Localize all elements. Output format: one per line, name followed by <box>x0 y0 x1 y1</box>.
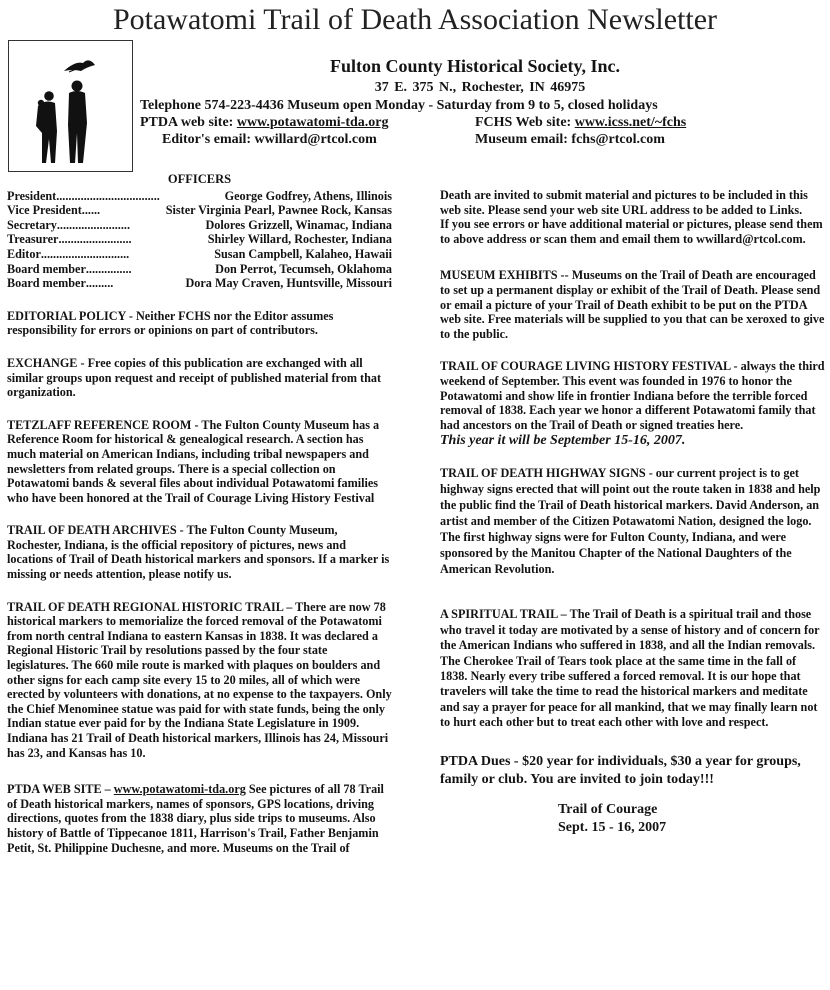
museum-email: Museum email: fchs@rtcol.com <box>475 132 665 147</box>
tetzlaff-room: TETZLAFF REFERENCE ROOM - The Fulton County Museum has a Reference Room for historical & genealogical research. A section has much material on American Indians, including tribal newspapers and newsletters from related groups. There is a special collection on Potawatomi bands & several files about individual Potawatomi families who have been honored at the Trail of Courage Living History Festival <box>7 417 380 505</box>
right-column <box>440 188 825 837</box>
courage-festival: TRAIL OF COURAGE LIVING HISTORY FESTIVAL - always the third weekend of September. This event was founded in 1976 to honor the Potawatomi and show life in frontier Indiana before the terrible forced removal of 1838. Each year we honor a different Potawatomi family that had ancestors on the Trail of Death or signed treaties here. <box>440 359 825 432</box>
spiritual-trail: A SPIRITUAL TRAIL – The Trail of Death is a spiritual trail and those who travel it today are motivated by a sense of history and of concern for the American Indians who suffered in 1838, and all the Indian removals. The Cherokee Trail of Tears took place at the same time in the fall of 1838. Nearly every tribe suffered a forced removal. It is our hope that travelers will take the time to read the historical markers and meditate and say a prayer for peace for all mankind, that we may finally learn not to hurt each other but to treat each other with love and respect. <box>440 607 820 730</box>
trail-archives: TRAIL OF DEATH ARCHIVES - The Fulton County Museum, Rochester, Indiana, is the official repository of pictures, news and locations of Trail of Death historical markers and sponsors. If a marker is missing or needs attention, please notify us. <box>7 523 390 582</box>
org-address: 37 E. 375 N., Rochester, IN 46975 <box>374 80 586 95</box>
fchs-label: FCHS Web site: <box>475 115 575 130</box>
museum-exhibits: MUSEUM EXHIBITS -- Museums on the Trail of Death are encouraged to set up a permanent display or exhibit of the Trail of Death. Please send or email a picture of your Trail of Death exhibit to be put on the PTDA web site. Free materials will be supplied to you that can be xeroxed to give to the public. <box>440 268 825 341</box>
ptda-web-site-link[interactable]: www.potawatomi-tda.org <box>113 782 246 797</box>
officers-heading: OFFICERS <box>167 172 232 186</box>
officer-row: President .................................. George Godfrey, Athens, Illinois <box>7 188 392 203</box>
signoff <box>440 801 825 837</box>
officer-row: Treasurer ........................ Shirley Willard, Rochester, Indiana <box>7 232 392 247</box>
ptda-dues: PTDA Dues - $20 year for individuals, $30 a year for groups, family or club. You are invited to join today!!! <box>440 753 801 787</box>
officer-row: Editor ............................. Susan Campbell, Kalaheo, Hawaii <box>7 246 392 261</box>
editorial-policy: EDITORIAL POLICY - Neither FCHS nor the Editor assumes responsibility for errors or opinions on part of contributors. <box>7 308 334 338</box>
newsletter-masthead: Potawatomi Trail of Death Association Newsletter <box>112 3 718 36</box>
signoff-date: Sept. 15 - 16, 2007 <box>558 819 667 835</box>
web-site-continued: Death are invited to submit material and pictures to be included in this web site. Please send your web site URL address to be added to Links. <box>440 188 808 217</box>
ptda-logo <box>8 40 133 172</box>
officer-row: Board member ............... Don Perrot, Tecumseh, Oklahoma <box>7 261 392 276</box>
org-name: Fulton County Historical Society, Inc. <box>329 56 620 76</box>
org-telephone: Telephone 574-223-4436 Museum open Monday - Saturday from 9 to 5, closed holidays <box>140 98 658 113</box>
regional-trail: TRAIL OF DEATH REGIONAL HISTORIC TRAIL – There are now 78 historical markers to memorialize the forced removal of the Potawatomi from north central Indiana to eastern Kansas in 1838. It was declared a Regional Historic Trail by resolutions passed by the four state legislatures. The 660 mile route is marked with plaques on boulders and other signs for each camp site every 15 to 20 miles, all of which were erected by volunteers with donations, at no expense to the taxpayers. Only the Chief Menominee statue was paid for with state funds, being the only Indian statue ever paid for by the Indiana State Legislature in 1909. Indiana has 21 Trail of Death historical markers, Illinois has 24, Missouri has 23, and Kansas has 10. <box>7 599 392 760</box>
web-site-errors: If you see errors or have additional material or pictures, please send them to above address or scan them and email them to wwillard@rtcol.com. <box>440 217 823 246</box>
officers-list <box>7 189 392 291</box>
officer-row: Board member ......... Dora May Craven, Huntsville, Missouri <box>7 276 392 291</box>
family-silhouette-icon <box>9 41 132 171</box>
highway-signs: TRAIL OF DEATH HIGHWAY SIGNS - our current project is to get highway signs erected that will point out the route taken in 1838 and help the public find the Trail of Death historical markers. David Anderson, an artist and member of the Citizen Potawatomi Nation, designed the logo. The first highway signs were for Fulton County, Indiana, and were sponsored by the Manitou Chapter of the National Daughters of the American Revolution. <box>440 466 821 577</box>
org-header <box>140 56 830 148</box>
exchange-notice: EXCHANGE - Free copies of this publication are exchanged with all similar groups upon request and receipt of published material from that organization. <box>7 355 382 400</box>
web-sites-row <box>140 115 830 131</box>
fchs-link[interactable]: www.icss.net/~fchs <box>574 115 687 130</box>
ptda-web-site: PTDA WEB SITE – www.potawatomi-tda.org See pictures of all 78 Trail of Death historical markers, names of sponsors, GPS locations, driving directions, quotes from the 1838 diary, plus side trips to museums. Also history of Battle of Tippecanoe 1811, Harrison's Trail, Father Benjamin Petit, St. Philippine Duchesne, and more. Museums on the Trail of <box>7 782 384 855</box>
left-column <box>7 172 392 855</box>
emails-row <box>140 132 830 148</box>
ptda-link[interactable]: www.potawatomi-tda.org <box>236 115 389 130</box>
signoff-title: Trail of Courage <box>558 801 658 817</box>
editor-email: Editor's email: wwillard@rtcol.com <box>162 132 377 147</box>
officer-row: Vice President ...... Sister Virginia Pearl, Pawnee Rock, Kansas <box>7 203 392 218</box>
ptda-label: PTDA web site: <box>140 115 237 130</box>
festival-date: This year it will be September 15-16, 2007. <box>440 433 686 449</box>
officer-row: Secretary ........................ Dolores Grizzell, Winamac, Indiana <box>7 217 392 232</box>
